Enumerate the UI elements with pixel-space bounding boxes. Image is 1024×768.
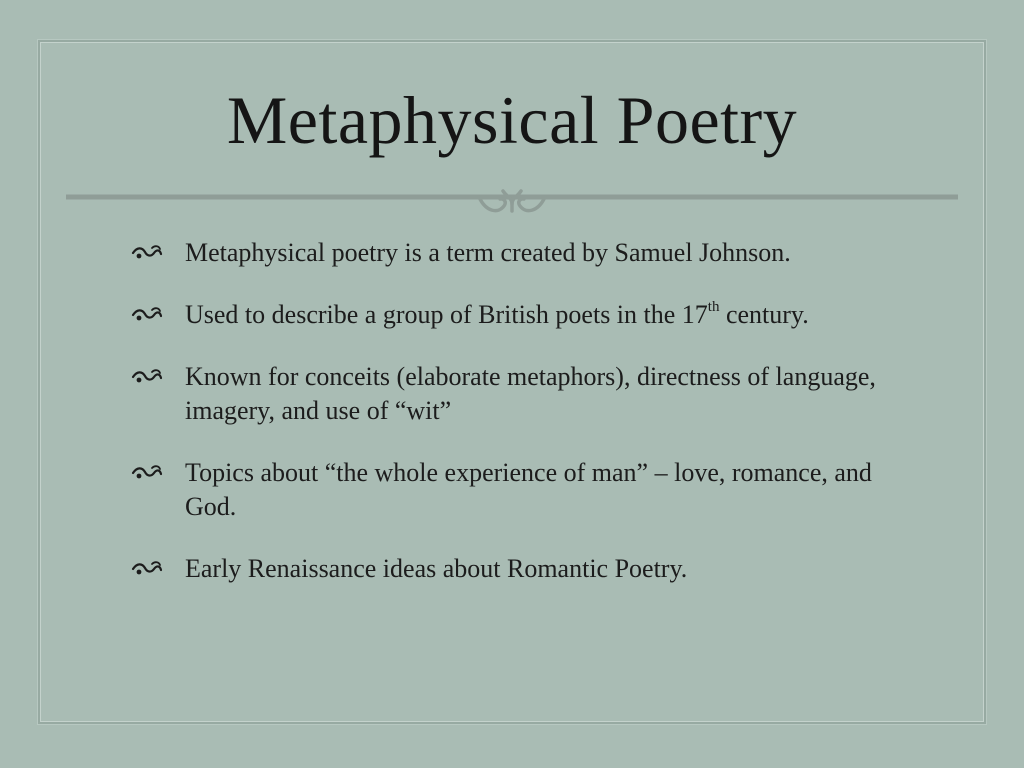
bullet-item <box>130 360 890 428</box>
bullet-text: Early Renaissance ideas about Romantic Poetry. <box>185 554 688 583</box>
fleuron-icon <box>130 464 164 482</box>
bullet-text: Known for conceits (elaborate metaphors), directness of language, imagery, and use of “wit” <box>185 362 876 425</box>
bullet-item <box>130 236 890 270</box>
bullet-list <box>130 236 890 614</box>
bullet-text: Metaphysical poetry is a term created by Samuel Johnson. <box>185 238 791 267</box>
bullet-text-part: century. <box>719 300 809 329</box>
bullet-text <box>185 300 809 329</box>
ornament-icon <box>479 191 545 211</box>
bullet-text-part: Used to describe a group of British poets in the 17 <box>185 300 708 329</box>
fleuron-icon <box>130 306 164 324</box>
fleuron-icon <box>130 244 164 262</box>
bullet-item <box>130 456 890 524</box>
fleuron-icon <box>130 560 164 578</box>
bullet-item <box>130 552 890 586</box>
fleuron-icon <box>130 368 164 386</box>
ordinal-suffix: th <box>707 299 720 315</box>
title-divider <box>66 186 958 220</box>
bullet-text: Topics about “the whole experience of man” – love, romance, and God. <box>185 458 872 521</box>
bullet-item <box>130 298 890 332</box>
slide-title: Metaphysical Poetry <box>226 82 798 158</box>
